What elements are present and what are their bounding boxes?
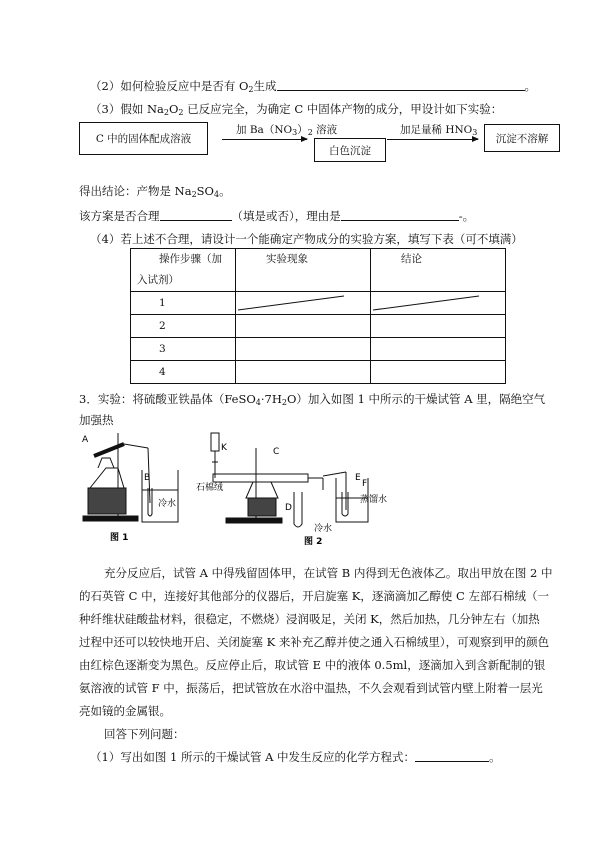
body-line: 亮如镜的金属银。	[79, 704, 171, 718]
body-line: 由红棕色逐渐变为黑色。反应停止后，取试管 E 中的液体 0.5ml，逐滴加入到含新配制的银	[79, 658, 546, 672]
table-cell-conclusion[interactable]	[371, 361, 506, 384]
answer-blank[interactable]	[160, 209, 232, 221]
label-B: B	[144, 473, 151, 483]
answer-prompt: 回答下列问题：	[104, 727, 185, 741]
label-cold-water-2: 冷水	[314, 524, 333, 534]
experiment-table	[130, 248, 506, 384]
table-row	[131, 361, 506, 384]
label-cold-water-1: 冷水	[158, 499, 177, 509]
problem-3-intro-line2: 加强热	[79, 413, 114, 427]
label-asbestos: 石棉绒	[196, 483, 224, 493]
table-cell-step: 2	[131, 315, 236, 338]
apparatus-figure	[78, 428, 398, 556]
conclusion: 得出结论：产物是 $Na_2SO_4$。	[79, 184, 231, 199]
answer-blank[interactable]	[341, 209, 459, 221]
table-cell-phenomenon[interactable]	[236, 338, 371, 361]
flow-label-reagent-2: 加足量稀 $HNO_3$	[400, 124, 478, 137]
figure-2-caption: 图 2	[304, 537, 323, 547]
table-cell-step: 4	[131, 361, 236, 384]
body-line: 氨溶液的试管 F 中，振荡后，把试管放在水浴中温热，不久会观看到试管内壁上附着一层光	[79, 681, 543, 695]
body-line: 过程中还可以较快地开启、关闭旋塞 K 来补充乙醇并使之通入石棉绒里），可观察到甲的颜色	[79, 635, 550, 649]
answer-blank[interactable]	[277, 79, 525, 91]
label-C: C	[273, 447, 280, 457]
table-cell-phenomenon[interactable]	[236, 361, 371, 384]
label-K: K	[221, 443, 227, 453]
table-cell-phenomenon[interactable]	[236, 315, 371, 338]
flow-arrow-1	[222, 139, 307, 140]
label-E: E	[355, 473, 361, 483]
flow-box-solution: C 中的固体配成溶液	[79, 122, 208, 155]
table-header-conclusion: 结论	[371, 249, 506, 292]
answer-blank[interactable]	[415, 750, 489, 762]
table-cell-conclusion[interactable]	[371, 315, 506, 338]
question-4: （4）若上述不合理，请设计一个能确定产物成分的实验方案，填写下表（可不填满）	[90, 232, 523, 246]
table-header-steps: 操作步骤（加 入试剂）	[131, 249, 236, 292]
question-2: （2）如何检验反应中是否有 $O_2$生成 。	[90, 79, 536, 94]
label-distilled-water: 蒸馏水	[360, 495, 388, 505]
table-row	[131, 338, 506, 361]
figure-1-caption: 图 1	[110, 533, 129, 543]
body-line: 充分反应后，试管 A 中得残留固体甲，在试管 B 内得到无色液体乙。取出甲放在图 2 中	[104, 566, 553, 580]
question-1: （1）写出如图 1 所示的干燥试管 A 中发生反应的化学方程式： 。	[90, 750, 501, 764]
reasonable-question: 该方案是否合理 （填是或否），理由是 -。	[79, 209, 475, 223]
table-cell-conclusion[interactable]	[371, 292, 506, 315]
diagonal-line	[236, 292, 346, 314]
flow-label-reagent-1: 加 $Ba(NO_3)_2$ 溶液	[236, 124, 338, 137]
flow-box-insoluble: 沉淀不溶解	[484, 124, 560, 152]
table-cell-phenomenon[interactable]	[236, 292, 371, 315]
table-cell-conclusion[interactable]	[371, 338, 506, 361]
diagonal-line	[371, 292, 481, 314]
label-A: A	[82, 435, 89, 445]
flow-box-precipitate: 白色沉淀	[314, 138, 386, 162]
body-line: 的石英管 C 中，连接好其他部分的仪器后，开启旋塞 K，逐滴滴加乙醇使 C 左部石棉绒（一	[79, 589, 549, 603]
label-D: D	[285, 503, 292, 513]
table-cell-step: 1	[131, 292, 236, 315]
table-header-phenomenon: 实验现象	[236, 249, 371, 292]
body-line: 种纤维状硅酸盐材料，很稳定，不燃烧）浸润吸足，关闭 K，然后加热，几分钟左右（加热	[79, 612, 540, 626]
flow-arrow-2	[387, 139, 478, 140]
table-row	[131, 292, 506, 315]
table-cell-step: 3	[131, 338, 236, 361]
problem-3-intro: 3．实验：将硫酸亚铁晶体$(FeSO_4\cdot 7H_2O)$加入如图 1 中所示的干燥试管 A 里，隔绝空气	[79, 392, 546, 407]
table-header-row	[131, 249, 506, 292]
label-F: F	[362, 479, 368, 489]
question-3: （3）假如 $Na_2O_2$ 已反应完全，为确定 C 中固体产物的成分，甲设计如下实验：	[90, 102, 503, 117]
table-row	[131, 315, 506, 338]
